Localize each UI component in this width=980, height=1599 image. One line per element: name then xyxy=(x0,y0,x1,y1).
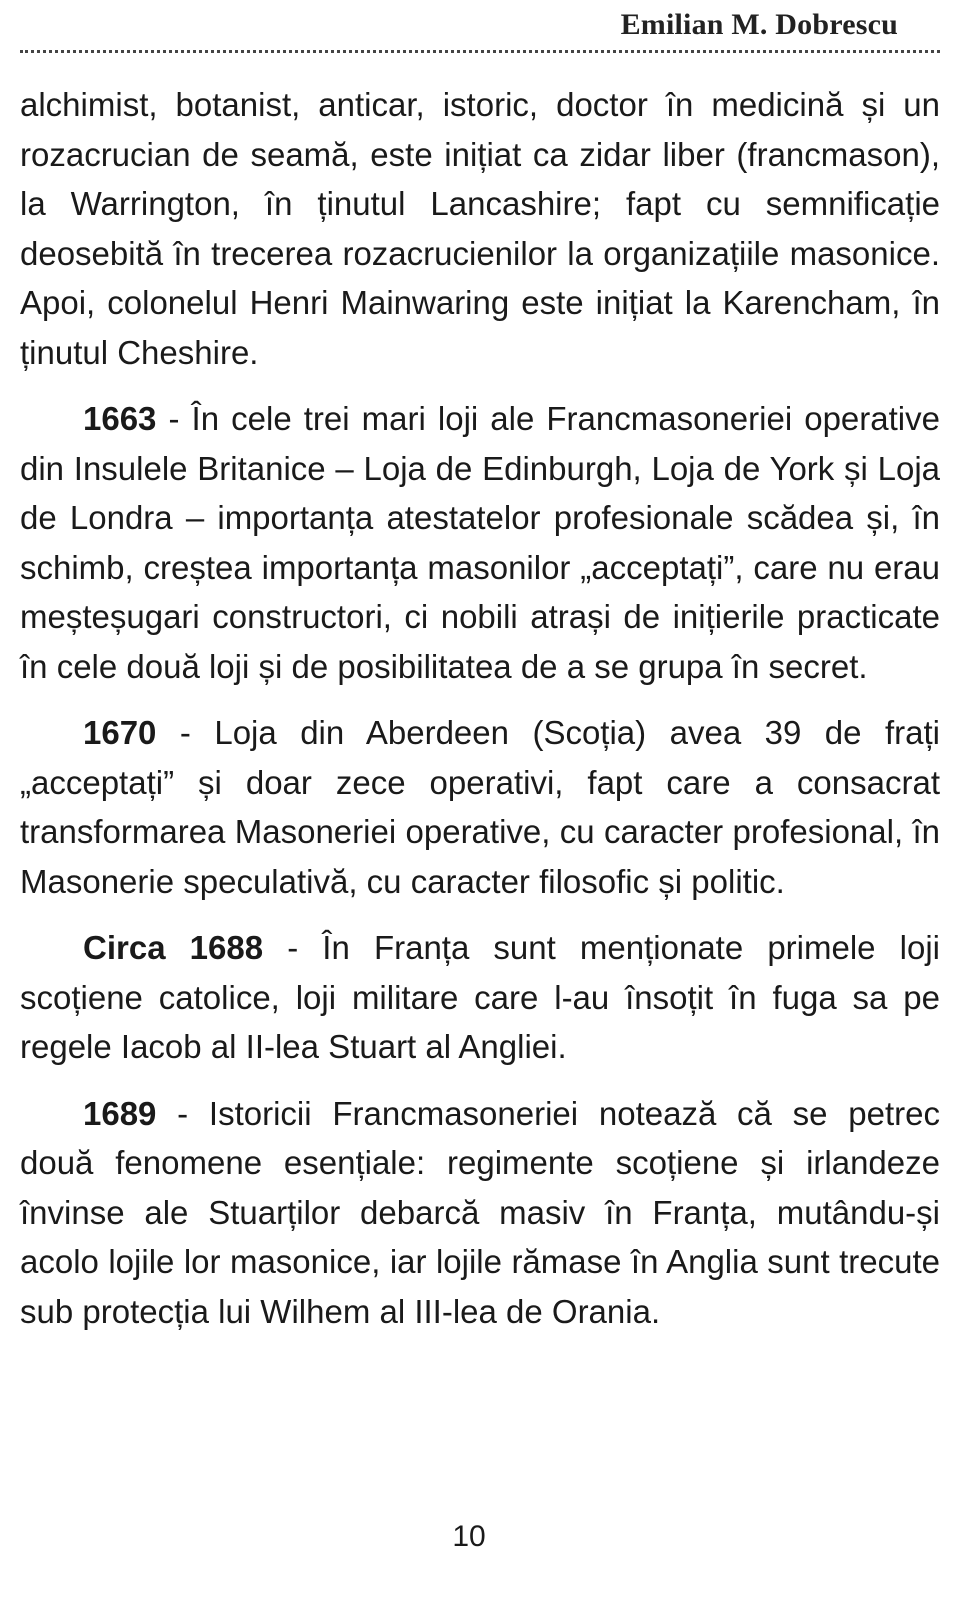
paragraph-year: 1670 xyxy=(83,714,157,751)
paragraph-text: - În cele trei mari loji ale Francmasoneriei operative din Insulele Britanice – Loja de Edinburgh, Loja de York și Loja de Londra – importanța atestatelor profesionale scădea și, în schimb, creștea importanța masonilor „acceptați”, care nu erau meșteșugari constructori, ci nobili atrași de inițierile practicate în cele două loji și de posibilitatea de a se grupa în secret. xyxy=(20,400,940,685)
paragraph-year: 1663 xyxy=(83,400,157,437)
page-body xyxy=(20,80,940,1353)
page-number: 10 xyxy=(452,1520,486,1553)
paragraph-text: - În Franța sunt menționate primele loji scoțiene catolice, loji militare care l-au însoțit în fuga sa pe regele Iacob al II-lea Stuart al Angliei. xyxy=(20,929,940,1065)
paragraph-text: - Loja din Aberdeen (Scoția) avea 39 de frați „acceptați” și doar zece operativi, fapt care a consacrat transformarea Masoneriei operative, cu caracter profesional, în Masonerie speculativă, cu caracter filosofic și politic. xyxy=(20,714,940,900)
paragraph-1689 xyxy=(20,1089,940,1337)
paragraph-year: Circa 1688 xyxy=(83,929,264,966)
paragraph-1670 xyxy=(20,708,940,906)
header-author-name: Emilian M. Dobrescu xyxy=(620,8,898,41)
paragraph-continuation xyxy=(20,80,940,377)
paragraph-year: 1689 xyxy=(83,1094,157,1132)
paragraph-text: alchimist, botanist, anticar, istoric, doctor în medicină și un rozacrucian de seamă, este inițiat ca zidar liber (francmason), la Warrington, în ținutul Lancashire; fapt cu semnificație deosebită în trecerea rozacrucienilor la organizațiile masonice. Apoi, colonelul Henri Mainwaring este inițiat la Karencham, în ținutul Cheshire. xyxy=(20,86,940,371)
paragraph-circa-1688 xyxy=(20,923,940,1072)
running-header xyxy=(20,0,940,53)
paragraph-1663 xyxy=(20,394,940,691)
paragraph-text: - Istoricii Francmasoneriei notează că se petrec două fenomene esențiale: regimente scoțiene și irlandeze învinse ale Stuarților debarcă masiv în Franța, mutându-și acolo lojile lor masonice, iar lojile rămase în Anglia sunt trecute sub protecția lui Wilhem al III-lea de Orania. xyxy=(20,1094,940,1330)
